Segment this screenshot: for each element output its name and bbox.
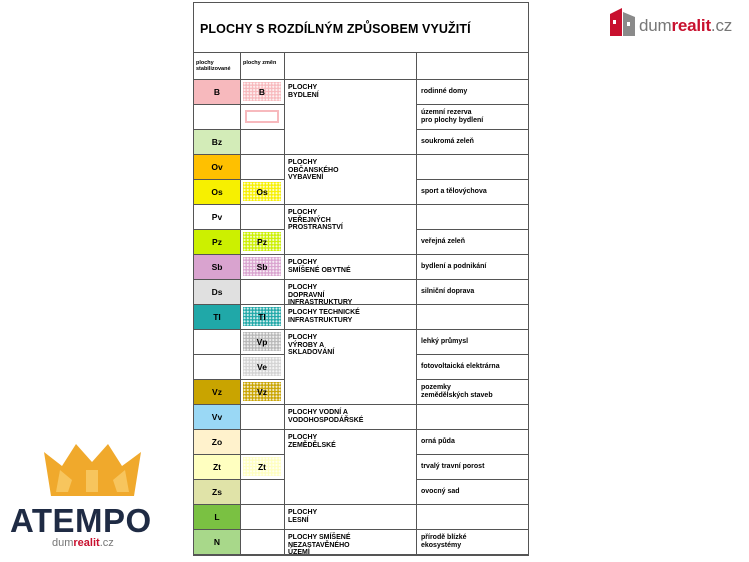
group-cell: PLOCHY VÝROBY A SKLADOVÁNÍ [285, 330, 417, 405]
legend-sheet [193, 2, 529, 556]
stabilized-cell [194, 105, 241, 130]
change-cell [241, 305, 285, 330]
change-cell [241, 530, 285, 555]
change-cell [241, 205, 285, 230]
usage-cell [417, 505, 528, 530]
stabilized-cell [194, 255, 241, 280]
change-cell [241, 480, 285, 505]
legend-title: PLOCHY S ROZDÍLNÝM ZPŮSOBEM VYUŽITÍ [200, 22, 471, 36]
area-code: Zt [212, 462, 222, 472]
change-cell [241, 80, 285, 105]
change-cell [241, 255, 285, 280]
stabilized-cell [194, 405, 241, 430]
reserve-swatch [245, 110, 279, 123]
usage-cell [417, 205, 528, 230]
usage-cell: pozemky zemědělských staveb [417, 380, 528, 405]
crown-icon [40, 440, 145, 500]
group-cell: PLOCHY OBČANSKÉHO VYBAVENÍ [285, 155, 417, 205]
change-swatch [243, 382, 281, 401]
header-changes: plochy změn [241, 53, 285, 80]
change-swatch [243, 257, 281, 276]
group-cell: PLOCHY VEŘEJNÝCH PROSTRANSTVÍ [285, 205, 417, 255]
area-code: Zo [211, 437, 223, 447]
change-swatch [243, 232, 281, 251]
change-cell [241, 230, 285, 255]
usage-cell [417, 155, 528, 180]
dumrealit-logo [610, 8, 745, 40]
usage-cell: sport a tělovýchova [417, 180, 528, 205]
area-code: Os [211, 187, 223, 197]
change-code: Ve [257, 361, 267, 372]
change-cell [241, 380, 285, 405]
header-group-empty [285, 53, 417, 80]
usage-cell: soukromá zeleň [417, 130, 528, 155]
atempo-subtitle: dumrealit.cz [52, 537, 114, 549]
usage-cell: územní rezerva pro plochy bydlení [417, 105, 528, 130]
usage-cell: trvalý travní porost [417, 455, 528, 480]
usage-cell: přírodě blízké ekosystémy [417, 530, 528, 555]
area-code: L [214, 512, 220, 522]
stabilized-cell [194, 280, 241, 305]
usage-cell: veřejná zeleň [417, 230, 528, 255]
usage-cell: silniční doprava [417, 280, 528, 305]
group-cell: PLOCHY ZEMĚDĚLSKÉ [285, 430, 417, 505]
change-cell [241, 280, 285, 305]
stabilized-cell [194, 455, 241, 480]
group-cell: PLOCHY TECHNICKÉ INFRASTRUKTURY [285, 305, 417, 330]
change-swatch [243, 457, 281, 476]
change-cell [241, 130, 285, 155]
change-cell [241, 330, 285, 355]
change-swatch [243, 82, 281, 101]
change-code: Zt [257, 461, 267, 472]
change-code: Sb [256, 261, 268, 272]
area-code: Ov [211, 162, 223, 172]
change-cell [241, 155, 285, 180]
area-code: Vv [211, 412, 223, 422]
change-swatch [243, 357, 281, 376]
change-swatch [243, 332, 281, 351]
area-code: TI [213, 312, 221, 322]
usage-cell: fotovoltaická elektrárna [417, 355, 528, 380]
area-code: Vz [212, 387, 222, 397]
stabilized-cell [194, 330, 241, 355]
change-code: Vp [256, 336, 268, 347]
change-cell [241, 405, 285, 430]
stabilized-cell [194, 305, 241, 330]
change-cell [241, 430, 285, 455]
change-cell [241, 180, 285, 205]
stabilized-cell [194, 130, 241, 155]
stabilized-cell [194, 505, 241, 530]
area-code: Ds [211, 287, 223, 297]
change-cell [241, 505, 285, 530]
group-cell: PLOCHY SMÍŠENÉ NEZASTAVĚNÉHO ÚZEMÍ [285, 530, 417, 555]
atempo-logo [8, 440, 178, 555]
stabilized-cell [194, 530, 241, 555]
change-code: Pz [257, 236, 267, 247]
area-code: Sb [211, 262, 223, 272]
house-logo-icon [610, 8, 636, 36]
stabilized-cell [194, 230, 241, 255]
dumrealit-wordmark: dumrealit.cz [639, 16, 733, 35]
usage-cell [417, 405, 528, 430]
usage-cell: ovocný sad [417, 480, 528, 505]
stabilized-cell [194, 355, 241, 380]
legend-title-box [194, 3, 528, 53]
change-cell [241, 105, 285, 130]
group-cell: PLOCHY DOPRAVNÍ INFRASTRUKTURY [285, 280, 417, 305]
change-cell [241, 455, 285, 480]
group-cell: PLOCHY VODNÍ A VODOHOSPODÁŘSKÉ [285, 405, 417, 430]
usage-cell: rodinné domy [417, 80, 528, 105]
header-stabilized: plochy stabilizované [194, 53, 241, 80]
usage-cell: orná půda [417, 430, 528, 455]
area-code: N [213, 537, 221, 547]
header-usage-empty [417, 53, 528, 80]
stabilized-cell [194, 430, 241, 455]
stabilized-cell [194, 155, 241, 180]
usage-cell: lehký průmysl [417, 330, 528, 355]
change-code: Vz [257, 386, 267, 397]
group-cell: PLOCHY LESNÍ [285, 505, 417, 530]
group-cell: PLOCHY SMÍŠENÉ OBYTNÉ [285, 255, 417, 280]
atempo-wordmark: ATEMPO [10, 502, 152, 539]
change-code: Os [256, 186, 268, 197]
area-code: Pz [212, 237, 222, 247]
area-code: Pv [211, 212, 223, 222]
stabilized-cell [194, 80, 241, 105]
change-code: B [258, 86, 266, 97]
change-swatch [243, 307, 281, 326]
usage-cell [417, 305, 528, 330]
area-code: B [213, 87, 221, 97]
stabilized-cell [194, 380, 241, 405]
change-swatch [243, 182, 281, 201]
stabilized-cell [194, 205, 241, 230]
change-code: TI [258, 311, 266, 322]
stabilized-cell [194, 480, 241, 505]
stabilized-cell [194, 180, 241, 205]
area-code: Bz [211, 137, 223, 147]
group-cell: PLOCHY BYDLENÍ [285, 80, 417, 155]
area-code: Zs [212, 487, 222, 497]
usage-cell: bydlení a podnikání [417, 255, 528, 280]
change-cell [241, 355, 285, 380]
